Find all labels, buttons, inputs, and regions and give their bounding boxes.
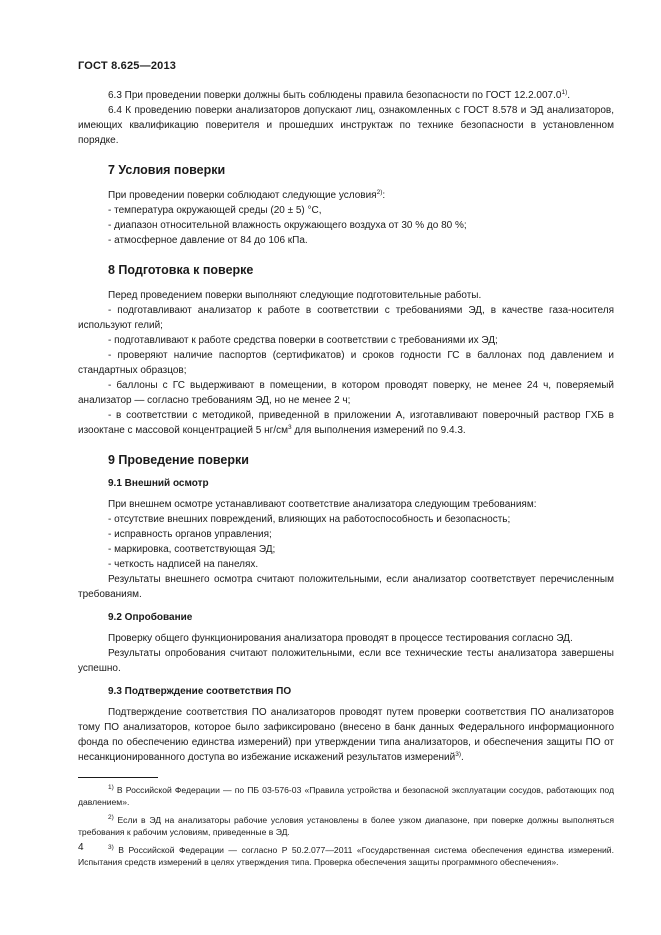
list-item-text: - в соответствии с методикой, приведенной в приложении А, изготавливают поверочный раствор ГХБ в изооктане с массовой концентрацией 5 нг/см <box>78 410 614 436</box>
section-8-intro: Перед проведением поверки выполняют следующие подготовительные работы. <box>108 290 482 301</box>
footnote-mark: 3) <box>108 844 114 851</box>
section-9-title: 9 Проведение поверки <box>108 453 249 467</box>
list-item: - исправность органов управления; <box>108 529 272 540</box>
footnote-text: В Российской Федерации — согласно Р 50.2.077—2011 «Государственная система обеспечения единства измерений. Испытания средств измерений в целях утверждения типа. Проверка обеспечения защиты программного обеспечения». <box>78 845 614 867</box>
list-item: - проверяют наличие паспортов (сертификатов) и сроков годности ГС в баллонах под давлением и стандартных образцов; <box>78 350 614 376</box>
list-item: - атмосферное давление от 84 до 106 кПа. <box>108 235 308 246</box>
list-item: - маркировка, соответствующая ЭД; <box>108 544 276 555</box>
page-content <box>78 88 614 868</box>
list-item: - температура окружающей среды (20 ± 5) °С, <box>108 205 322 216</box>
clause-6-3-text: 6.3 При проведении поверки должны быть соблюдены правила безопасности по ГОСТ 12.2.007.0 <box>108 90 562 101</box>
list-item-end: для выполнения измерений по 9.4.3. <box>291 425 466 436</box>
footnote-mark: 2) <box>108 814 114 821</box>
footnote-text: Если в ЭД на анализаторы рабочие условия установлены в более узком диапазоне, при поверке должны выполняться требования к рабочим условиям, приведенные в ЭД. <box>78 815 614 837</box>
section-7-title: 7 Условия поверки <box>108 163 226 177</box>
list-item: - подготавливают анализатор к работе в соответствии с требованиями ЭД, в качестве газа-носителя используют гелий; <box>78 305 614 331</box>
subsection-9-3-p1 <box>78 705 614 765</box>
footnote-1 <box>78 784 614 808</box>
footnote-ref-1: 1) <box>561 89 568 96</box>
list-item: - четкость надписей на панелях. <box>108 559 259 570</box>
subsection-9-1-title: 9.1 Внешний осмотр <box>108 478 209 489</box>
superscript: 3 <box>287 424 292 431</box>
subsection-9-3-end: . <box>461 752 464 763</box>
footnote-text: В Российской Федерации — по ПБ 03-576-03 «Правила устройства и безопасной эксплуатации сосудов, работающих под давлением». <box>78 785 614 807</box>
footnote-3 <box>78 844 614 868</box>
section-7-intro-text: При проведении поверки соблюдают следующие условия <box>108 190 377 201</box>
clause-6-3 <box>78 88 614 103</box>
subsection-9-2-p2: Результаты опробования считают положительными, если все технические тесты анализатора завершены успешно. <box>78 648 614 674</box>
footnote-mark: 1) <box>108 784 114 791</box>
subsection-9-3-text: Подтверждение соответствия ПО анализаторов проводят путем проверки соответствия ПО анализаторов тому ПО анализаторов, которое было зафиксировано (внесено в банк данных Федерального информационного фонда по обеспечению единства измерений) при утверждении типа анализаторов, и обеспечения защиты ПО от несанкционированного доступа во избежание искажений результатов измерений <box>78 707 614 763</box>
section-8-title: 8 Подготовка к поверке <box>108 263 254 277</box>
list-item: - отсутствие внешних повреждений, влияющих на работоспособность и безопасность; <box>108 514 511 525</box>
list-item: - баллоны с ГС выдерживают в помещении, в котором проводят поверку, не менее 24 ч, поверяемый анализатор — согласно требованиям ЭД, но не менее 2 ч; <box>78 380 614 406</box>
list-item <box>78 408 614 438</box>
subsection-9-1-intro: При внешнем осмотре устанавливают соответствие анализатора следующим требованиям: <box>108 499 537 510</box>
clause-6-4: 6.4 К проведению поверки анализаторов допускают лиц, ознакомленных с ГОСТ 8.578 и ЭД анализаторов, имеющих квалификацию поверителя и прошедших инструктаж по технике безопасности в установленном порядке. <box>78 105 614 146</box>
section-7-intro-end: : <box>382 190 386 201</box>
page-number: 4 <box>78 842 84 853</box>
section-7-intro <box>78 188 614 203</box>
footnote-ref-2: 2) <box>376 189 383 196</box>
list-item: - подготавливают к работе средства поверки в соответствии с требованиями их ЭД; <box>108 335 498 346</box>
subsection-9-1-result: Результаты внешнего осмотра считают положительными, если анализатор соответствует перечисленным требованиям. <box>78 574 614 600</box>
subsection-9-2-title: 9.2 Опробование <box>108 612 193 623</box>
footnote-2 <box>78 814 614 838</box>
clause-6-3-end: . <box>567 90 571 101</box>
subsection-9-2-p1: Проверку общего функционирования анализатора проводят в процессе тестирования согласно ЭД. <box>108 633 573 644</box>
footnote-ref-3: 3) <box>455 751 462 758</box>
document-header: ГОСТ 8.625—2013 <box>78 60 177 72</box>
subsection-9-3-title: 9.3 Подтверждение соответствия ПО <box>108 686 292 697</box>
list-item: - диапазон относительной влажность окружающего воздуха от 30 % до 80 %; <box>108 220 467 231</box>
